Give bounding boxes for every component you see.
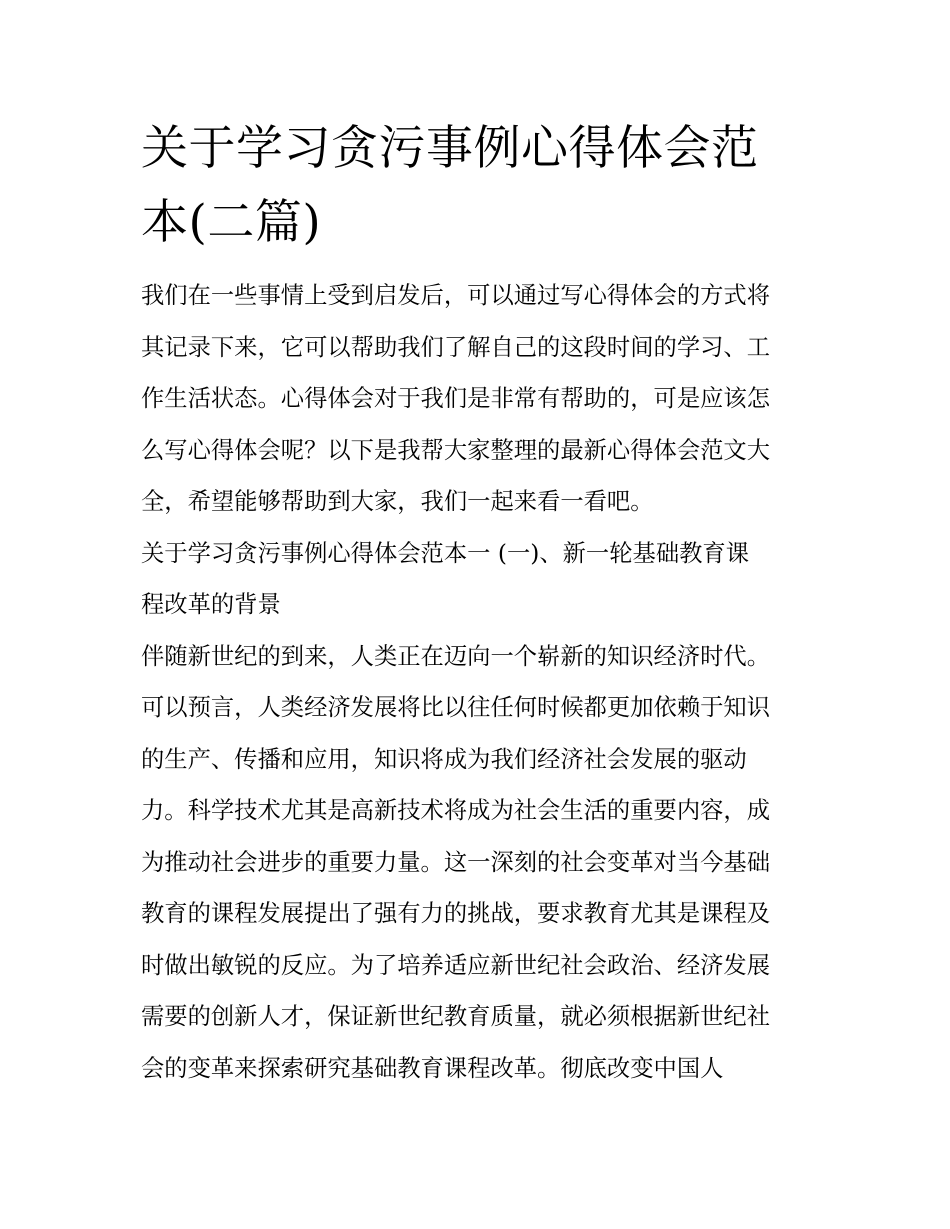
intro-line: 全，希望能够帮助到大家，我们一起来看一看吧。 <box>141 488 654 515</box>
document-title <box>141 112 813 260</box>
intro-line: 我们在一些事情上受到启发后，可以通过写心得体会的方式将 <box>141 282 771 309</box>
body-paragraph <box>141 631 813 1095</box>
body-line: 的生产、传播和应用，知识将成为我们经济社会发展的驱动 <box>141 745 747 773</box>
body-line: 会的变革来探索研究基础教育课程改革。彻底改变中国人 <box>141 1054 724 1082</box>
body-line: 教育的课程发展提出了强有力的挑战，要求教育尤其是课程及 <box>141 900 771 927</box>
intro-line: 么写心得体会呢？以下是我帮大家整理的最新心得体会范文大 <box>141 436 771 464</box>
body-line: 需要的创新人才，保证新世纪教育质量，就必须根据新世纪社 <box>141 1003 771 1030</box>
body-line: 伴随新世纪的到来，人类正在迈向一个崭新的知识经济时代。 <box>141 642 771 670</box>
document-page <box>141 112 813 1094</box>
intro-line: 作生活状态。心得体会对于我们是非常有帮助的，可是应该怎 <box>141 385 771 412</box>
body-line: 时做出敏锐的反应。为了培养适应新世纪社会政治、经济发展 <box>141 951 771 979</box>
section-heading-line: 程改革的背景 <box>141 591 281 618</box>
title-line: 关于学习贪污事例心得体会范 <box>141 121 759 176</box>
title-line: 本(二篇) <box>141 195 322 250</box>
body-line: 可以预言，人类经济发展将比以往任何时候都更加依赖于知识 <box>141 694 771 721</box>
intro-line: 其记录下来，它可以帮助我们了解自己的这段时间的学习、工 <box>141 333 771 361</box>
section-heading-line: 关于学习贪污事例心得体会范本一 (一)、新一轮基础教育课 <box>141 539 750 567</box>
intro-paragraph <box>141 270 813 528</box>
section-heading <box>141 528 813 631</box>
body-line: 为推动社会进步的重要力量。这一深刻的社会变革对当今基础 <box>141 848 771 876</box>
body-line: 力。科学技术尤其是高新技术将成为社会生活的重要内容，成 <box>141 797 771 824</box>
